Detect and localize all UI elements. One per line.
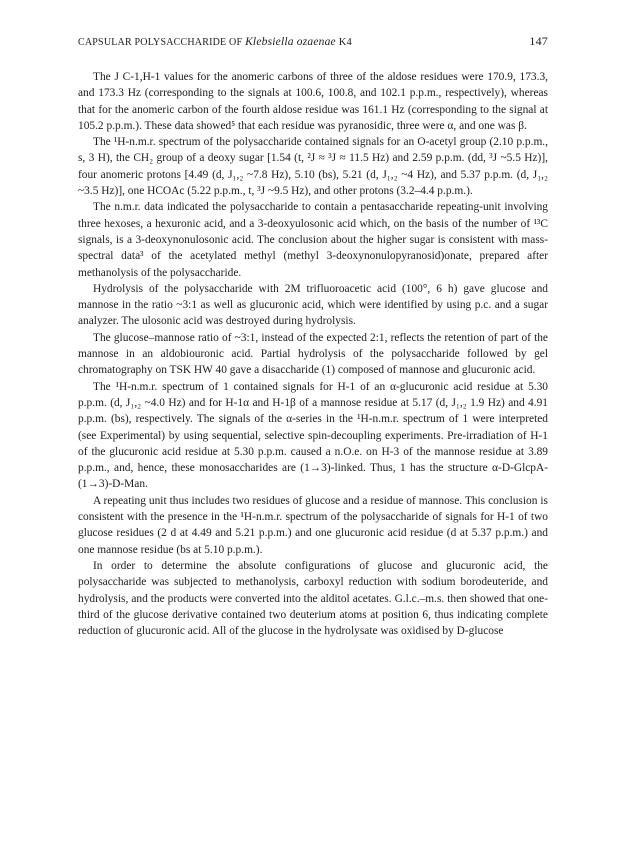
paragraph: The ¹H-n.m.r. spectrum of the polysaccharide contained signals for an O-acetyl group (2.10 p.p.m., s, 3 H), the CH₂ group of a deoxy sugar [1.54 (t, ²J ≈ ³J ≈ 11.5 Hz) and 2.59 p.p.m. (dd, ³J ~5.5 Hz)], four anomeric protons [4.49 (d, J₁,₂ ~7.8 Hz), 5.10 (bs), 5.21 (d, J₁,₂ ~4 Hz), and 5.37 p.p.m. (d, J₁,₂ ~3.5 Hz)], one HCOAc (5.22 p.p.m., t, ³J ~9.5 Hz), and other protons (3.2–4.4 p.p.m.). xyxy=(78,136,548,198)
organism-name: Klebsiella ozaenae xyxy=(245,36,336,48)
article-body xyxy=(78,69,548,639)
running-title: CAPSULAR POLYSACCHARIDE OF Klebsiella ozaenae K4 xyxy=(78,36,352,48)
paragraph: The n.m.r. data indicated the polysaccharide to contain a pentasaccharide repeating-unit involving three hexoses, a hexuronic acid, and a 3-deoxyulosonic acid which, on the basis of the number of ¹³C signals, is a 3-deoxynonulosonic acid. The conclusion about the higher sugar is consistent with mass-spectral data³ of the acetylated methyl (methyl 3-deoxynonulopyranosid)onate, prepared after methanolysis of the polysaccharide. xyxy=(78,201,548,279)
strain-label: K4 xyxy=(338,37,352,48)
journal-page xyxy=(78,34,548,639)
paragraph: Hydrolysis of the polysaccharide with 2M trifluoroacetic acid (100°, 6 h) gave glucose and mannose in the ratio ~3:1 as well as glucuronic acid, which were identified by using p.c. and a sugar analyzer. The ulosonic acid was destroyed during hydrolysis. xyxy=(78,282,548,328)
paragraph: The J C-1,H-1 values for the anomeric carbons of three of the aldose residues were 170.9, 173.3, and 173.3 Hz (corresponding to the signals at 100.6, 100.8, and 102.1 p.p.m., respectively), whereas that for the anomeric carbon of the fourth aldose residue was 161.1 Hz (corresponding to the signal at 105.2 p.p.m.). These data showed⁵ that each residue was pyranosidic, three were α, and one was β. xyxy=(78,71,548,132)
paragraph: In order to determine the absolute configurations of glucose and glucuronic acid, the polysaccharide was subjected to methanolysis, carboxyl reduction with sodium borodeuteride, and hydrolysis, and the products were converted into the alditol acetates. G.l.c.–m.s. then showed that one-third of the glucose derivative contained two deuterium atoms at position 6, thus indicating complete reduction of glucuronic acid. All of the glucose in the hydrolysate was oxidised by D-glucose xyxy=(78,559,548,638)
paragraph: The ¹H-n.m.r. spectrum of 1 contained signals for H-1 of an α-glucuronic acid residue at 5.30 p.p.m. (d, J₁,₂ ~4.0 Hz) and for H-1α and H-1β of a mannose residue at 5.17 (d, J₁,₂ 1.9 Hz) and 4.91 p.p.m. (bs), respectively. The signals of the α-series in the ¹H-n.m.r. spectrum of 1 were interpreted (see Experimental) by using sequential, selective spin-decoupling experiments. Pre-irradiation of H-1 of the glucuronic acid residue at 5.30 p.p.m. caused a n.O.e. on H-3 of the mannose residue at 3.89 p.p.m., and, hence, these monosaccharides are (1→3)-linked. Thus, 1 has the structure α-D-GlcpA-(1→3)-D-Man. xyxy=(78,380,548,491)
running-header xyxy=(78,34,548,54)
paragraph: A repeating unit thus includes two residues of glucose and a residue of mannose. This conclusion is consistent with the presence in the ¹H-n.m.r. spectrum of the polysaccharide of signals for H-1 of two glucose residues (2 d at 4.49 and 5.21 p.p.m.) and one glucuronic acid residue (d at 5.37 p.p.m.) and one mannose residue (bs at 5.10 p.p.m.). xyxy=(78,494,548,556)
page-number: 147 xyxy=(529,34,548,48)
paragraph: The glucose–mannose ratio of ~3:1, instead of the expected 2:1, reflects the retention of part of the mannose in an aldobiouronic acid. Partial hydrolysis of the polysaccharide followed by gel chromatography on TSK HW 40 gave a disaccharide (1) composed of mannose and glucuronic acid. xyxy=(78,331,548,377)
